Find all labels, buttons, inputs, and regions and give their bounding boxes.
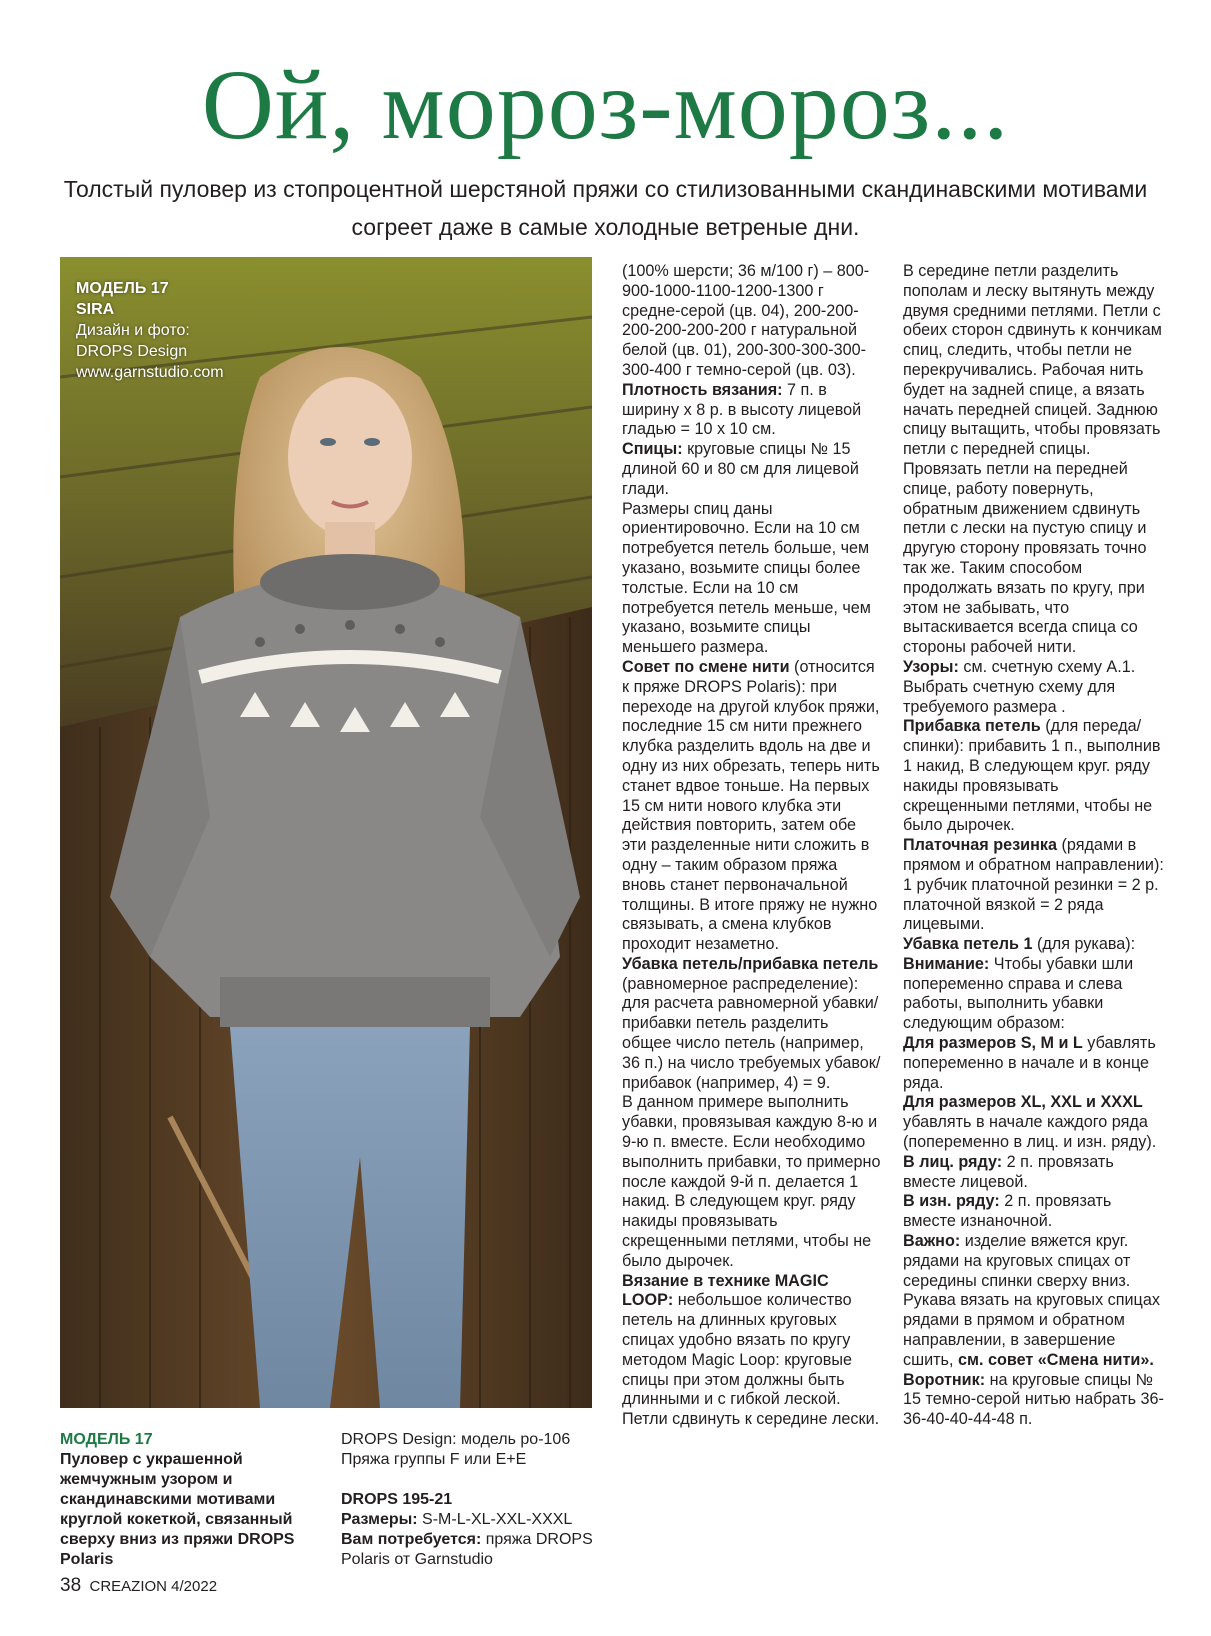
decrease-increase-paragraph: [622, 955, 882, 1094]
yarn-change-label: Совет по смене нити: [622, 657, 790, 676]
page-footer: [60, 1576, 217, 1597]
spec-block: [341, 1430, 611, 1570]
garter-label: Платочная резинка: [903, 836, 1058, 855]
sizes-sml-text: убавлять попеременно в начале и в конце ряда.: [903, 1034, 1156, 1092]
rs-row-text: 2 п. провязать вместе лицевой.: [903, 1152, 1114, 1191]
magazine-issue: CREAZION 4/2022: [89, 1578, 218, 1595]
spec-sizes: [341, 1510, 611, 1530]
sizes-xl-text: убавлять в начале каждого ряда (попеременно в лиц. и изн. ряду).: [903, 1113, 1157, 1152]
ws-row-paragraph: [903, 1192, 1165, 1232]
collar-label: Воротник:: [903, 1370, 986, 1389]
important-tip: см. совет «Смена нити».: [953, 1350, 1154, 1369]
spec-need: [341, 1530, 611, 1570]
important-paragraph: [903, 1232, 1165, 1371]
text-column-1: [622, 262, 882, 1430]
important-text: изделие вяжется круг. рядами на круговых спицах от середины спинки сверху вниз. Рукава вязать на круговых спицах рядами в прямом и обратном направлении, в завершение сшить,: [903, 1232, 1160, 1369]
sizes-xl-paragraph: [903, 1093, 1165, 1152]
increase-text: (для переда/спинки): прибавить 1 п., выполнив 1 накид, В следующем круг. ряду накиды провязывать скрещенными петлями, чтобы не было дырочек.: [903, 717, 1161, 835]
needle-size-note: Размеры спиц даны ориентировочно. Если на 10 см потребуется петель больше, чем указано, возьмите спицы более толстые. Если на 10 см потребуется петель меньше, чем указано, возьмите спицы меньшего размера.: [622, 499, 871, 657]
example-paragraph: В данном примере выполнить убавки, провязывая каждую 8-ю и 9-ю п. вместе. Если необходимо выполнить прибавки, то примерно после каждой 9-й п. делается 1 накид. В следующем круг. ряду накиды провязывать скрещенными петлями, чтобы не было дырочек.: [622, 1093, 881, 1270]
gauge-paragraph: [622, 381, 882, 440]
magic-loop-text: небольшое количество петель на длинных круговых спицах удобно вязать по кругу методом Magic Loop: круговые спицы при этом должны быть длинными и с гибкой леской. Петли сдвинуть к середине лески.: [622, 1291, 880, 1429]
rs-row-label: В лиц. ряду:: [903, 1152, 1003, 1171]
sizes-sml-label: Для размеров S, M и L: [903, 1034, 1083, 1053]
spec-sizes-text: S-M-L-XL-XXL-XXXL: [417, 1511, 573, 1528]
caption-text: Пуловер с украшенной жемчужным узором и скандинавскими мотивами круглой кокеткой, связанный сверху вниз из пряжи DROPS Polaris: [60, 1451, 295, 1568]
spec-need-label: Вам потребуется:: [341, 1531, 482, 1548]
lead-paragraph: Толстый пуловер из стопроцентной шерстяной пряжи со стилизованными скандинавскими мотивами согреет даже в самые холодные ветреные дни.: [63, 176, 1148, 240]
materials-paragraph: (100% шерсти; 36 м/100 г) – 800-900-1000-1100-1200-1300 г средне-серой (цв. 04), 200-200-200-200-200-200 г натуральной белой (цв. 01), 200-300-300-300-300-400 г темно-серой (цв. 03).: [622, 262, 870, 379]
decrease-increase-label: Убавка петель/прибавка петель: [622, 954, 879, 973]
decrease1-text: (для рукава):: [1032, 935, 1136, 954]
credit-name: SIRA: [76, 301, 115, 318]
model-photo: [60, 257, 592, 1408]
gauge-text: 7 п. в ширину х 8 р. в высоту лицевой гладью = 10 х 10 см.: [622, 380, 862, 439]
increase-paragraph: [903, 717, 1165, 836]
garter-definition: 1 рубчик платочной резинки = 2 р. платочной вязкой = 2 ряда лицевыми.: [903, 875, 1159, 934]
magic-loop-label: Вязание в технике MAGIC LOOP:: [622, 1271, 829, 1310]
needles-paragraph: [622, 440, 882, 499]
page-number: 38: [60, 1575, 82, 1596]
needles-text: круговые спицы № 15 длиной 60 и 80 см для лицевой глади.: [622, 440, 859, 498]
spec-code-text: DROPS 195-21: [341, 1491, 453, 1508]
text-column-2: [903, 262, 1165, 1430]
credit-line2: DROPS Design: [76, 343, 188, 360]
needles-label: Спицы:: [622, 440, 683, 459]
credit-line3: www.garnstudio.com: [76, 364, 224, 381]
credit-line1: Дизайн и фото:: [76, 322, 190, 339]
spec-sizes-label: Размеры:: [341, 1511, 418, 1528]
ws-row-text: 2 п. провязать вместе изнаночной.: [903, 1192, 1112, 1231]
patterns-label: Узоры:: [903, 657, 959, 676]
spec-code: [341, 1490, 611, 1510]
spec-need-text: пряжа DROPS Polaris от Garnstudio: [341, 1531, 593, 1568]
spec-design: DROPS Design: модель ро-106: [341, 1431, 571, 1448]
model-caption: [60, 1430, 328, 1570]
magic-loop-continued: В середине петли разделить пополам и леску вытянуть между двумя средними петлями. Петли с обеих сторон сдвинуть к кончикам спиц, следить, чтобы петли не перекручивались. Рабочая нить будет на задней спице, а вязать начать передней спицей. Заднюю спицу вытащить, чтобы провязать петли с передней спицы. Провязать петли на передней спице, работу повернуть, обратным движением сдвинуть петли с лески на пустую спицу и другую сторону провязать точно так же. Таким способом продолжать вязать по кругу, при этом не забывать, что вытаскивается всегда спица со стороны рабочей нити.: [903, 262, 1162, 657]
decrease-increase-text: (равномерное распределение): для расчета равномерной убавки/прибавки петель разделить общее число петель (например, 36 п.) на число требуемых убавок/прибавок (например, 4) = 9.: [622, 974, 881, 1092]
ws-row-label: В изн. ряду:: [903, 1192, 1000, 1211]
caption-model: МОДЕЛЬ 17: [60, 1431, 153, 1448]
page-title: Ой, мороз-мороз...: [201, 49, 1010, 160]
gauge-label: Плотность вязания:: [622, 380, 783, 399]
yarn-change-paragraph: [622, 658, 882, 955]
magic-loop-paragraph: [622, 1272, 882, 1430]
important-label: Важно:: [903, 1232, 961, 1251]
rs-row-paragraph: [903, 1153, 1165, 1193]
garter-paragraph: [903, 836, 1165, 876]
attention-label: Внимание:: [903, 954, 990, 973]
garter-text: (рядами в прямом и обратном направлении):: [903, 836, 1164, 874]
collar-text: на круговые спицы № 15 темно-серой нитью набрать 36-36-40-40-44-48 п.: [903, 1370, 1164, 1429]
patterns-paragraph: [903, 658, 1165, 717]
credit-model: МОДЕЛЬ 17: [76, 280, 169, 297]
decrease1-label: Убавка петель 1: [903, 935, 1033, 954]
patterns-text: см. счетную схему А.1. Выбрать счетную схему для требуемого размера .: [903, 657, 1136, 716]
photo-credit: [76, 278, 336, 383]
sizes-xl-label: Для размеров XL, XXL и XXXL: [903, 1093, 1143, 1112]
increase-label: Прибавка петель: [903, 717, 1041, 736]
yarn-change-text: (относится к пряже DROPS Polaris): при переходе на другой клубок пряжи, последние 15 см нити прежнего клубка разделить вдоль на две и одну из них обрезать, теперь нить станет вдвое тоньше. На первых 15 см нити нового клубка эти действия повторить, затем обе эти разделенные нити сложить в одну – таким образом пряжа вновь станет первоначальной толщины. В итоге пряжу не нужно связывать, а смена клубков проходит незаметно.: [622, 657, 880, 954]
attention-text: Чтобы убавки шли попеременно справа и слева работы, выполнить убавки следующим образом:: [903, 954, 1134, 1033]
sizes-sml-paragraph: [903, 1034, 1165, 1093]
attention-paragraph: [903, 955, 1165, 1034]
decrease1-paragraph: [903, 935, 1165, 955]
collar-paragraph: [903, 1371, 1165, 1430]
spec-yarn-group: Пряжа группы F или E+E: [341, 1451, 527, 1468]
